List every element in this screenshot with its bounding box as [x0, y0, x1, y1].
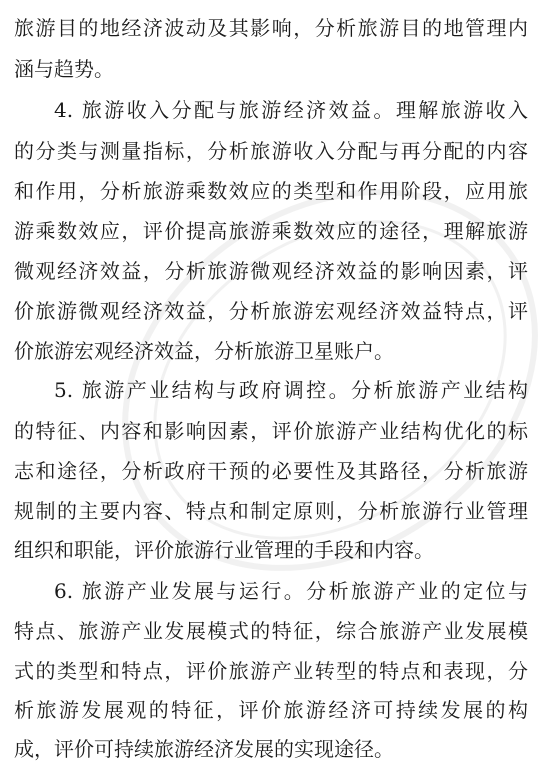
text-line: 组织和职能，评价旅游行业管理的手段和内容。 [14, 538, 434, 562]
text-line: 旅游目的地经济波动及其影响，分析旅游目的地管理内 [14, 16, 528, 40]
text-line: 式的类型和特点，评价旅游产业转型的特点和表现，分 [14, 659, 528, 683]
text-line: 价旅游宏观经济效益，分析旅游卫星账户。 [14, 339, 394, 363]
paragraph-heading-4: 4. 旅游收入分配与旅游经济效益。理解旅游收入 [54, 98, 528, 122]
text-line: 涵与趋势。 [14, 57, 114, 81]
paragraph-heading-5: 5. 旅游产业结构与政府调控。分析旅游产业结构 [54, 378, 528, 402]
text-line: 游乘数效应，评价提高旅游乘数效应的途径，理解旅游 [14, 219, 528, 243]
text-line: 规制的主要内容、特点和制定原则，分析旅游行业管理 [14, 499, 528, 523]
text-line: 价旅游微观经济效益，分析旅游宏观经济效益特点，评 [14, 299, 528, 323]
text-line: 的特征、内容和影响因素，评价旅游产业结构优化的标 [14, 419, 528, 443]
paragraph-heading-6: 6. 旅游产业发展与运行。分析旅游产业的定位与 [54, 579, 528, 603]
text-line: 成，评价可持续旅游经济发展的实现途径。 [14, 737, 394, 761]
text-line: 特点、旅游产业发展模式的特征，综合旅游产业发展模 [14, 619, 528, 643]
text-line: 和作用，分析旅游乘数效应的类型和作用阶段，应用旅 [14, 179, 528, 203]
text-line: 志和途径，分析政府干预的必要性及其路径，分析旅游 [14, 459, 528, 483]
text-line: 微观经济效益，分析旅游微观经济效益的影响因素，评 [14, 259, 528, 283]
text-line: 的分类与测量指标，分析旅游收入分配与再分配的内容 [14, 139, 528, 163]
text-line: 析旅游发展观的特征，评价旅游经济可持续发展的构 [14, 698, 528, 722]
